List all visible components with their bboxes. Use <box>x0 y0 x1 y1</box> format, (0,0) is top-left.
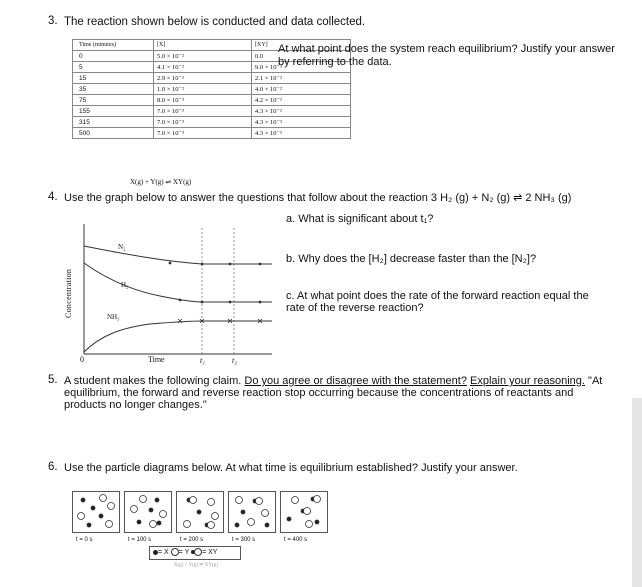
particle-box-t0 <box>72 491 120 533</box>
legend-y: = Y <box>178 549 190 556</box>
particle-legend <box>149 546 241 560</box>
nh3-series-label: NH₃ <box>107 313 120 321</box>
header-x: [X] <box>154 40 252 51</box>
h2-marker <box>201 301 204 304</box>
table-row <box>73 128 351 139</box>
cell-xy: 2.1 × 10⁻² <box>252 73 351 84</box>
q3-equation: X(g) + Y(g) ⇌ XY(g) <box>130 178 192 186</box>
particle-box-t100 <box>124 491 172 533</box>
table-row <box>73 106 351 117</box>
y-axis-label: Concentration <box>64 268 73 318</box>
q5-agree-prompt: Do you agree or disagree with the statement? <box>244 375 467 387</box>
time-label: t = 400 s <box>284 537 308 543</box>
t1-label: t₁ <box>200 356 206 365</box>
time-label: t = 0 s <box>76 537 93 543</box>
cell-time: 0 <box>73 51 154 62</box>
h2-series-label: H₂ <box>121 281 129 289</box>
cell-x: 4.1 × 10⁻² <box>154 62 252 73</box>
q4-part-a: a. What is significant about t₁? <box>286 213 434 225</box>
header-xy: [XY] <box>252 40 351 51</box>
table-row <box>73 84 351 95</box>
n2-marker <box>259 263 262 266</box>
legend-xy: = XY <box>202 549 218 556</box>
table-row <box>73 95 351 106</box>
q3-text: The reaction shown below is conducted and data collected. <box>64 16 366 28</box>
n2-marker <box>201 263 204 266</box>
cell-x: 5.0 × 10⁻² <box>154 51 252 62</box>
h2-marker <box>179 299 182 302</box>
table-row <box>73 117 351 128</box>
h2-marker <box>229 301 232 304</box>
h2-marker <box>259 301 262 304</box>
q4-number: 4. <box>48 191 58 203</box>
q6-number: 6. <box>48 461 58 473</box>
q5-quote-start: "At <box>584 375 603 387</box>
q6-caption: X(g) + Y(g) ⇌ XY(g) <box>174 563 218 568</box>
q5-number: 5. <box>48 374 58 386</box>
xy-particle-circle-icon <box>194 548 202 556</box>
cell-time: 315 <box>73 117 154 128</box>
q6-text: Use the particle diagrams below. At what time is equilibrium established? Justify your answer. <box>64 462 518 474</box>
cell-time: 15 <box>73 73 154 84</box>
cell-time: 500 <box>73 128 154 139</box>
cell-xy: 4.2 × 10⁻² <box>252 95 351 106</box>
particle-box-t200 <box>176 491 224 533</box>
cell-x: 7.0 × 10⁻³ <box>154 106 252 117</box>
time-label: t = 300 s <box>232 537 256 543</box>
particle-box-t300 <box>228 491 276 533</box>
cell-xy: 4.3 × 10⁻² <box>252 128 351 139</box>
cell-xy: 4.3 × 10⁻² <box>252 117 351 128</box>
cell-xy: 0.0 <box>252 51 351 62</box>
cell-xy: 9.0 × 10⁻³ <box>252 62 351 73</box>
cell-time: 155 <box>73 106 154 117</box>
q5-line2: equilibrium, the forward and reverse reaction stop occurring because the concentrations of reactants and <box>64 387 574 399</box>
q5-line3: products no longer changes." <box>64 399 207 411</box>
cell-x: 2.9 × 10⁻² <box>154 73 252 84</box>
scrollbar-track[interactable] <box>632 398 642 587</box>
n2-marker <box>229 263 232 266</box>
q3-number: 3. <box>48 15 58 27</box>
q4-text: Use the graph below to answer the questions that follow about the reaction 3 H₂ (g) + N₂ (g) ⇌ 2 NH₃ (g) <box>64 192 572 204</box>
h2-curve <box>84 263 272 302</box>
particle-box-t400 <box>280 491 328 533</box>
q4-part-b: b. Why does the [H₂] decrease faster than the [N₂]? <box>286 253 537 265</box>
q3-question-line1: At what point does the system reach equilibrium? Justify your answer <box>278 43 615 55</box>
q4-part-c-line2: rate of the reverse reaction? <box>286 302 424 314</box>
table-row <box>73 73 351 84</box>
y-particle-icon <box>171 548 179 556</box>
cell-time: 75 <box>73 95 154 106</box>
nh3-marker <box>178 319 182 323</box>
cell-time: 35 <box>73 84 154 95</box>
x-axis-label: Time <box>148 355 165 364</box>
q5-explain-prompt: Explain your reasoning. <box>470 375 585 387</box>
header-time: Time (minutes) <box>73 40 154 51</box>
time-label: t = 100 s <box>128 537 152 543</box>
cell-x: 7.0 × 10⁻³ <box>154 128 252 139</box>
origin-label: 0 <box>80 355 84 364</box>
legend-x: = X <box>158 549 169 556</box>
cell-xy: 4.0 × 10⁻² <box>252 84 351 95</box>
cell-x: 1.0 × 10⁻² <box>154 84 252 95</box>
t2-label: t₂ <box>232 356 238 365</box>
n2-series-label: N₂ <box>118 243 126 251</box>
n2-curve <box>84 246 272 264</box>
nh3-curve <box>84 321 272 352</box>
q4-part-c-line1: c. At what point does the rate of the forward reaction equal the <box>286 290 589 302</box>
n2-marker <box>169 262 172 265</box>
cell-xy: 4.3 × 10⁻² <box>252 106 351 117</box>
q5-claim-intro: A student makes the following claim. <box>64 375 245 387</box>
time-label: t = 200 s <box>180 537 204 543</box>
cell-x: 8.0 × 10⁻³ <box>154 95 252 106</box>
cell-x: 7.0 × 10⁻³ <box>154 117 252 128</box>
cell-time: 5 <box>73 62 154 73</box>
q3-question-line2: by referring to the data. <box>278 56 392 68</box>
concentration-time-graph <box>60 218 275 370</box>
